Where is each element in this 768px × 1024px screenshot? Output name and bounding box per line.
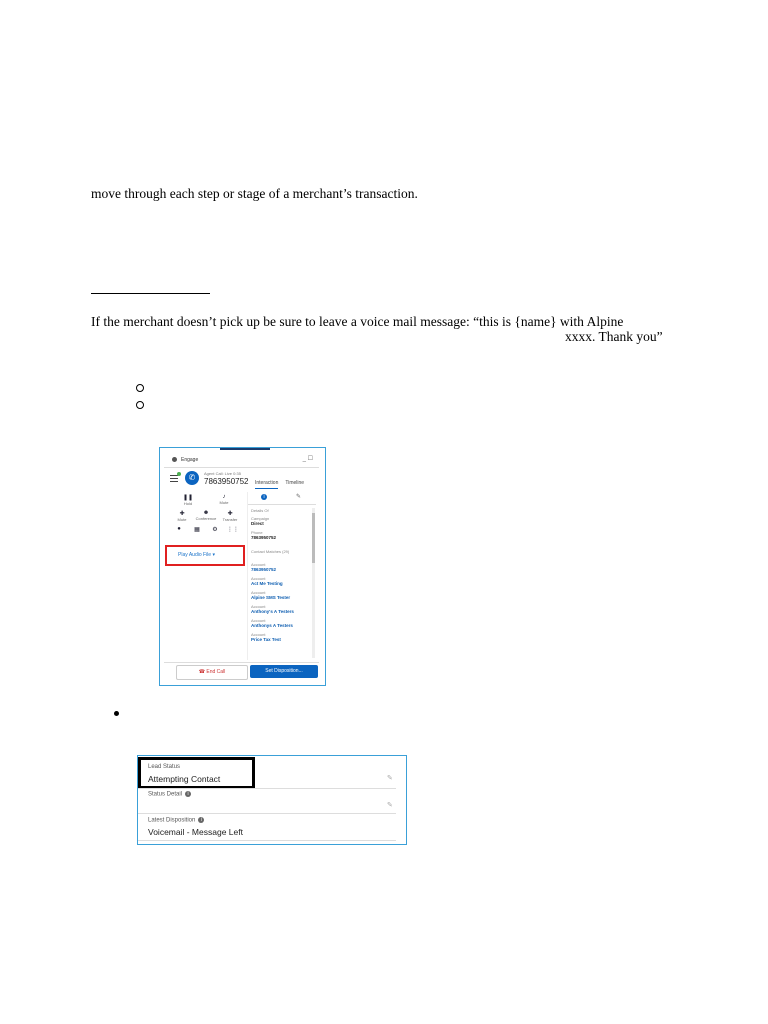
circle-bullet-2 <box>136 401 144 409</box>
field-label: Account <box>251 618 266 623</box>
field-divider <box>138 813 396 814</box>
paragraph-merchant-steps: move through each step or stage of a merchant’s transaction. <box>91 186 418 201</box>
paragraph-voicemail-line-2: xxxx. Thank you” <box>565 329 663 344</box>
conference-button[interactable] <box>195 510 217 522</box>
keypad-label: Mute <box>177 517 187 522</box>
details-tabbar <box>248 492 316 505</box>
panel-footer <box>164 662 319 681</box>
section-rule <box>91 293 210 294</box>
phone-icon: ✆ <box>185 471 199 485</box>
top-accent-line <box>220 448 270 450</box>
menu-icon[interactable] <box>170 474 178 482</box>
field-value: 7863950752 <box>251 535 277 540</box>
dot-bullet <box>114 711 119 716</box>
keypad-button[interactable] <box>171 510 193 522</box>
plus-icon: ✚ <box>179 511 185 517</box>
calendar-icon: ▦ <box>194 527 200 533</box>
agent-status <box>204 471 241 476</box>
status-detail-label: Status Detail <box>148 791 183 798</box>
mute-button[interactable] <box>213 494 235 506</box>
settings-button[interactable] <box>206 526 224 533</box>
lead-fields-screenshot <box>137 755 407 845</box>
app-title: Engage <box>181 457 199 463</box>
field-campaign <box>248 516 316 527</box>
circle-bullet-1 <box>136 384 144 392</box>
panel-header <box>164 453 319 468</box>
field-account-6 <box>248 632 316 643</box>
conference-label: Conference <box>195 516 217 521</box>
hangup-icon: ☎ <box>198 669 205 675</box>
field-label: Campaign <box>251 516 270 521</box>
latest-disposition-value: Voicemail - Message Left <box>148 827 243 837</box>
engage-panel-screenshot <box>159 447 326 686</box>
field-account-5 <box>248 618 316 629</box>
field-label: Contact Matches (29) <box>251 549 290 554</box>
latest-disposition-label: Latest Disposition <box>148 817 196 824</box>
lead-status-label: Lead Status <box>148 764 181 770</box>
hold-button[interactable] <box>177 494 199 506</box>
grid-icon: ⋮⋮ <box>227 527 239 533</box>
field-account-2 <box>248 576 316 587</box>
field-label: Account <box>251 632 266 637</box>
pencil-icon[interactable]: ✎ <box>387 775 393 782</box>
play-audio-file-button[interactable]: Play Audio File ▾ <box>178 552 215 558</box>
field-value: Direct <box>251 521 264 526</box>
chat-icon: ● <box>177 526 181 532</box>
details-pane <box>247 492 316 660</box>
status-detail-label-row <box>148 791 191 798</box>
mute-label: Mute <box>219 500 229 505</box>
field-divider <box>138 840 396 841</box>
gear-icon: ⚙ <box>212 527 218 533</box>
pause-icon: ❚❚ <box>182 495 194 501</box>
call-timer: 0:35 <box>233 471 241 476</box>
pencil-icon[interactable]: ✎ <box>387 802 393 809</box>
people-icon: ☻ <box>202 510 210 516</box>
edit-icon[interactable]: ✎ <box>296 494 302 500</box>
phone-number: 7863950752 <box>204 477 249 486</box>
more-button[interactable] <box>224 526 242 533</box>
info-icon[interactable]: i <box>185 791 191 797</box>
end-call-label: End Call <box>206 669 226 675</box>
field-account-4 <box>248 604 316 615</box>
field-account-3 <box>248 590 316 601</box>
field-divider <box>138 788 396 789</box>
field-account-1 <box>248 562 316 573</box>
account-link[interactable]: Act Me Testing <box>251 581 283 586</box>
mic-icon: ♪ <box>222 494 226 500</box>
account-link[interactable]: 7863950752 <box>251 567 277 572</box>
info-icon[interactable]: i <box>198 817 204 823</box>
hold-label: Hold <box>183 501 193 506</box>
info-icon[interactable]: i <box>261 494 267 500</box>
transfer-label: Transfer <box>222 517 238 522</box>
calendar-button[interactable] <box>188 526 206 533</box>
window-controls[interactable]: _ ☐ <box>302 456 313 462</box>
field-phone <box>248 530 316 541</box>
field-label: Phone <box>251 530 263 535</box>
account-link[interactable]: Anthony's A Testers <box>251 609 294 614</box>
transfer-icon: ✚ <box>227 511 233 517</box>
chat-button[interactable] <box>170 526 188 533</box>
agent-label: Agent Call: Live <box>204 471 233 476</box>
panel-tabs <box>255 480 311 489</box>
field-label: Account <box>251 604 266 609</box>
paragraph-voicemail-line-1: If the merchant doesn’t pick up be sure to leave a voice mail message: “this is {name} with Alpine <box>91 314 624 329</box>
account-link[interactable]: Price Tax Test <box>251 637 281 642</box>
tab-interaction[interactable]: Interaction <box>255 480 278 489</box>
end-call-button[interactable] <box>176 665 248 680</box>
field-details-of <box>248 508 316 513</box>
transfer-button[interactable] <box>219 510 241 522</box>
account-link[interactable]: Anthonys A Testers <box>251 623 293 628</box>
details-scrollbar[interactable] <box>312 508 315 658</box>
latest-disposition-label-row <box>148 817 204 824</box>
field-label: Account <box>251 576 266 581</box>
set-disposition-button[interactable]: Set Disposition... <box>250 665 318 678</box>
call-controls <box>170 494 242 537</box>
engage-icon <box>172 457 177 462</box>
lead-status-value: Attempting Contact <box>148 774 221 784</box>
field-label: Account <box>251 562 266 567</box>
field-label: Details Of <box>251 508 269 513</box>
account-link[interactable]: Alpine SMS Tester <box>251 595 291 600</box>
field-label: Account <box>251 590 266 595</box>
field-contact-matches <box>248 549 316 554</box>
tab-timeline[interactable]: Timeline <box>285 480 305 486</box>
highlight-box-black <box>138 757 255 789</box>
